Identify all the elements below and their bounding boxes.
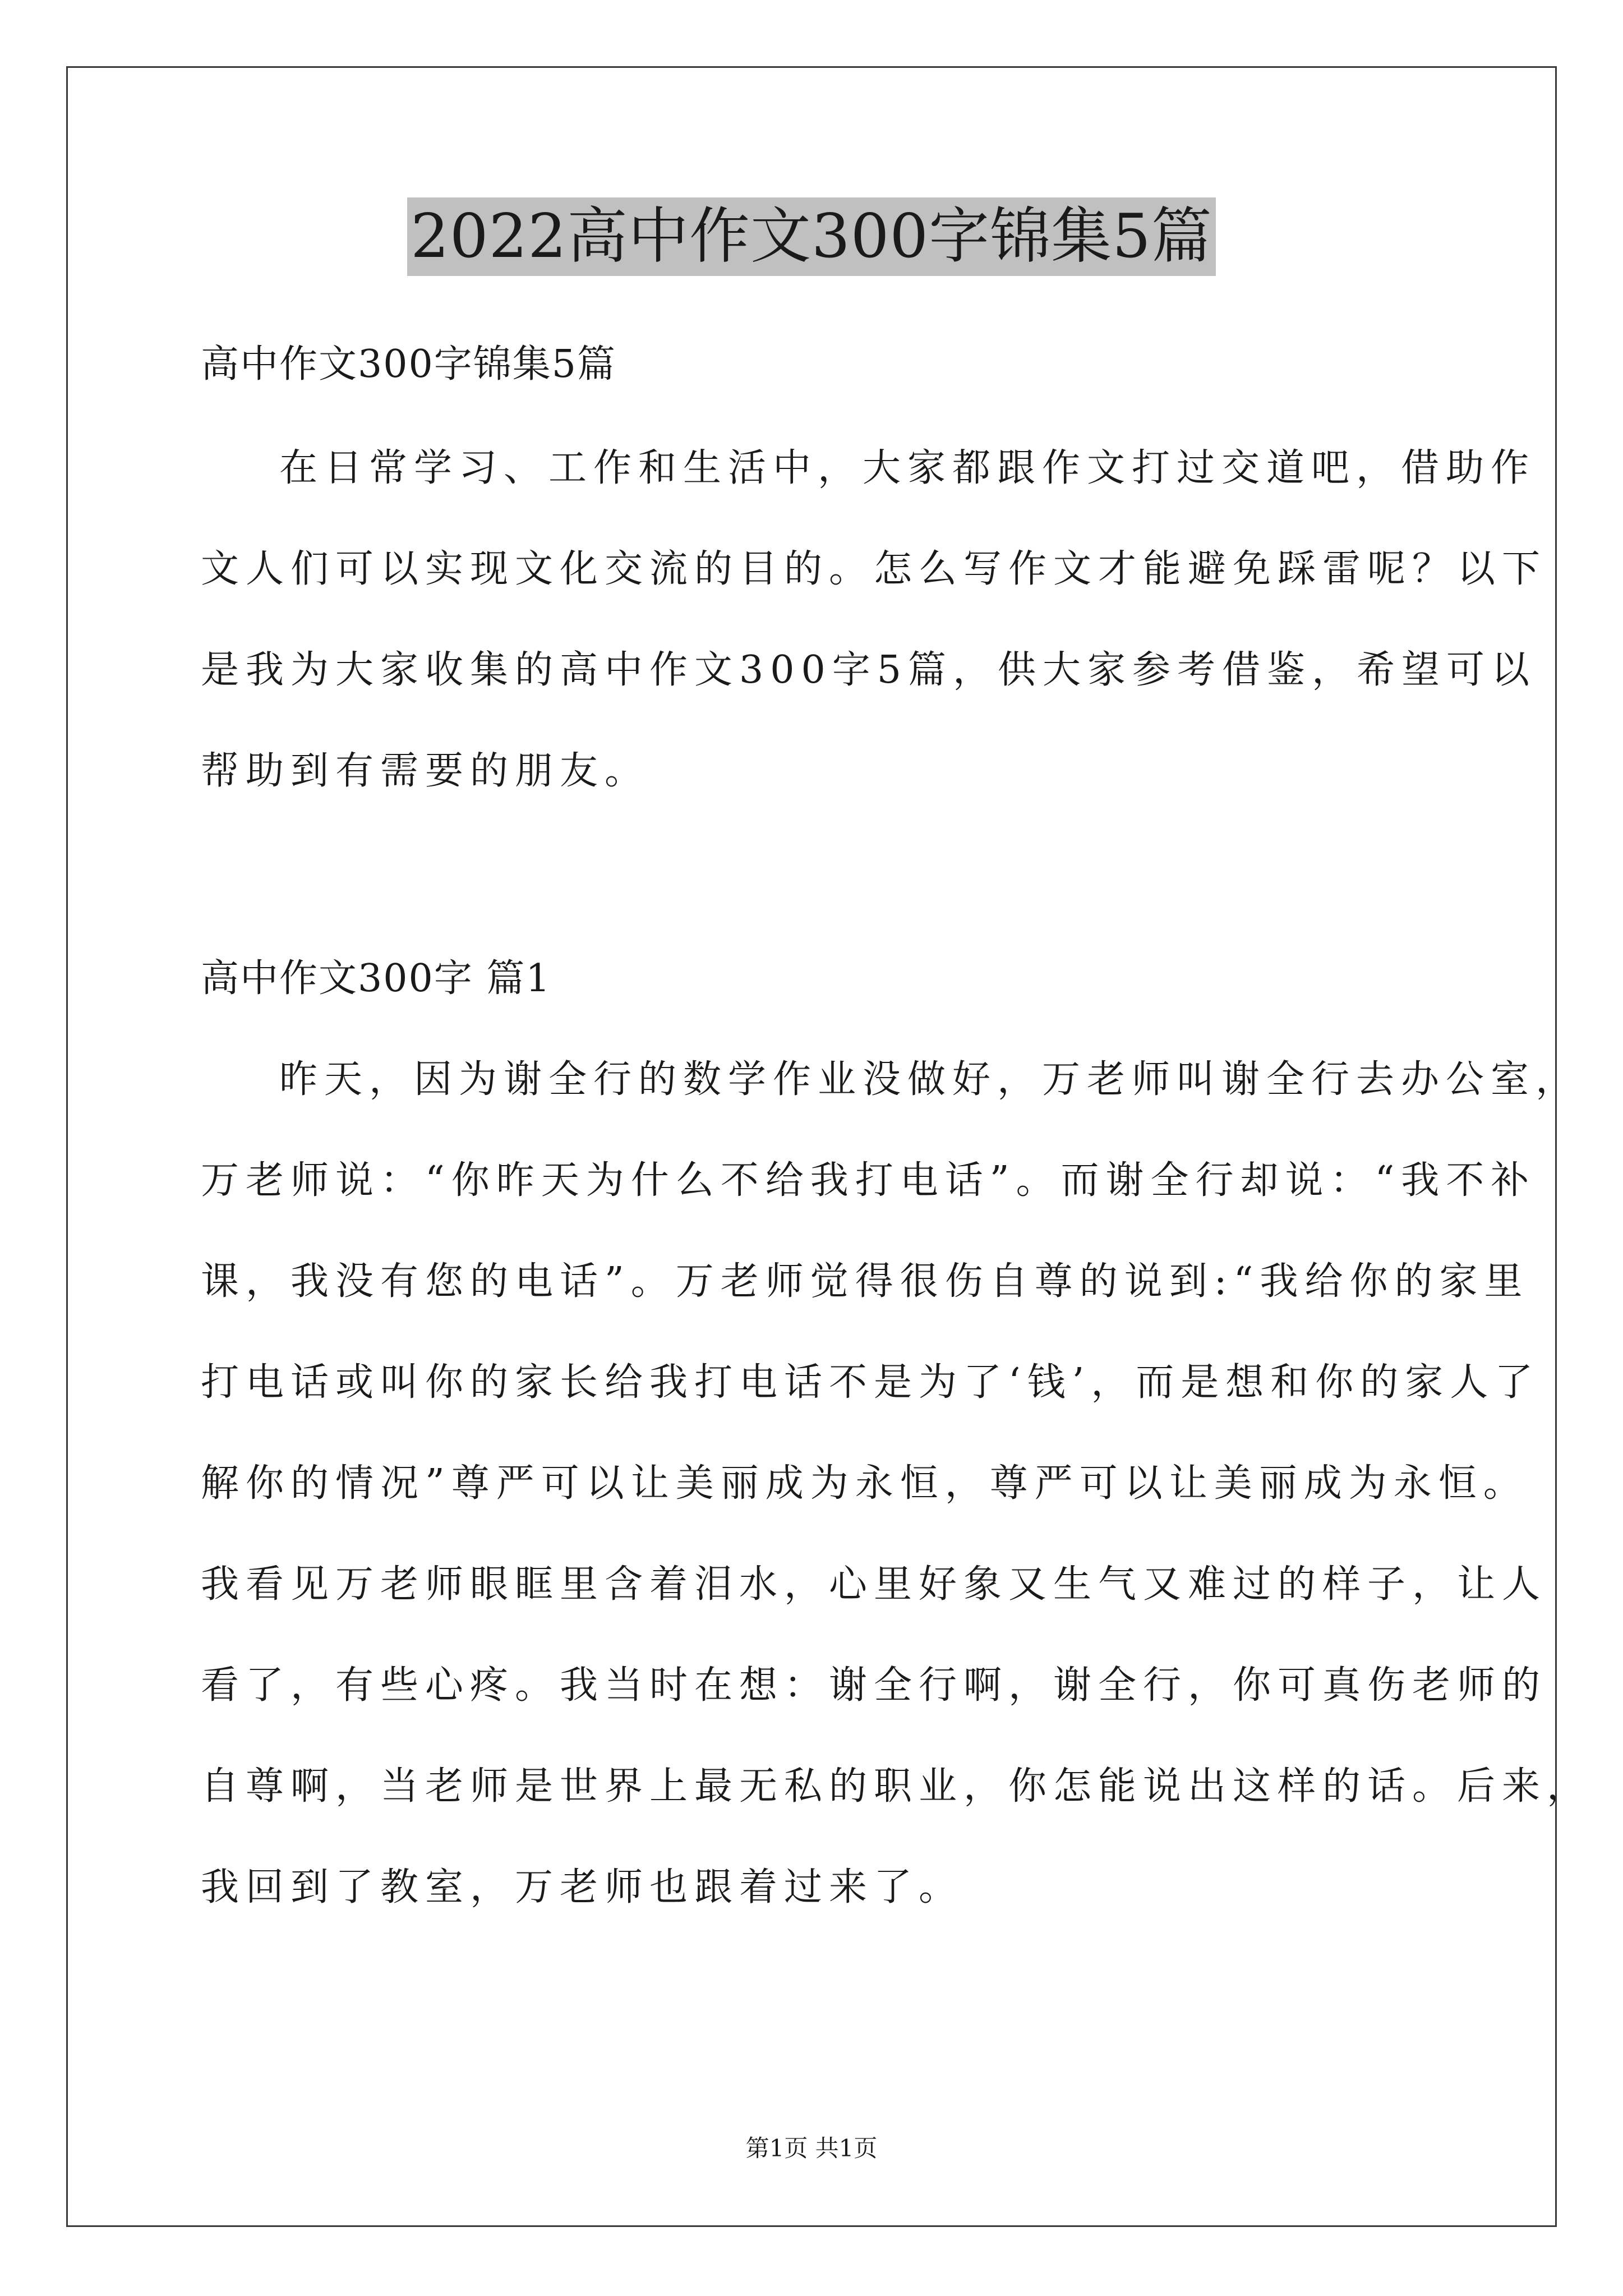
- section1-line-7: 看了，有些心疼。我当时在想：谢全行啊，谢全行，你可真伤老师的: [201, 1663, 1547, 1708]
- page-footer: 第1页 共1页: [745, 2134, 878, 2162]
- section1-line-6: 我看见万老师眼眶里含着泪水，心里好象又生气又难过的样子，让人: [201, 1562, 1547, 1607]
- intro-line-1: 在日常学习、工作和生活中，大家都跟作文打过交道吧，借助作: [279, 446, 1536, 490]
- intro-line-2: 文人们可以实现文化交流的目的。怎么写作文才能避免踩雷呢？以下: [201, 547, 1547, 591]
- section1-line-2: 万老师说：“你昨天为什么不给我打电话”。而谢全行却说：“我不补: [201, 1158, 1536, 1203]
- section1-line-1: 昨天，因为谢全行的数学作业没做好，万老师叫谢全行去办公室，: [279, 1057, 1581, 1102]
- section1-line-4: 打电话或叫你的家长给我打电话不是为了‘钱’，而是想和你的家人了: [201, 1360, 1540, 1405]
- intro-line-4: 帮助到有需要的朋友。: [201, 749, 650, 793]
- title-block: [0, 197, 1623, 276]
- subtitle: 高中作文300字锦集5篇: [201, 342, 617, 386]
- section1-line-3: 课，我没有您的电话”。万老师觉得很伤自尊的说到:“我给你的家里: [201, 1259, 1529, 1304]
- section1-heading: 高中作文300字 篇1: [201, 956, 551, 1001]
- intro-line-3: 是我为大家收集的高中作文300字5篇，供大家参考借鉴，希望可以: [201, 648, 1537, 692]
- section1-line-8: 自尊啊，当老师是世界上最无私的职业，你怎能说出这样的话。后来，: [201, 1764, 1592, 1809]
- section1-line-9: 我回到了教室，万老师也跟着过来了。: [201, 1865, 964, 1910]
- document-title: 2022高中作文300字锦集5篇: [407, 197, 1216, 276]
- section1-line-5: 解你的情况”尊严可以让美丽成为永恒，尊严可以让美丽成为永恒。: [201, 1461, 1528, 1506]
